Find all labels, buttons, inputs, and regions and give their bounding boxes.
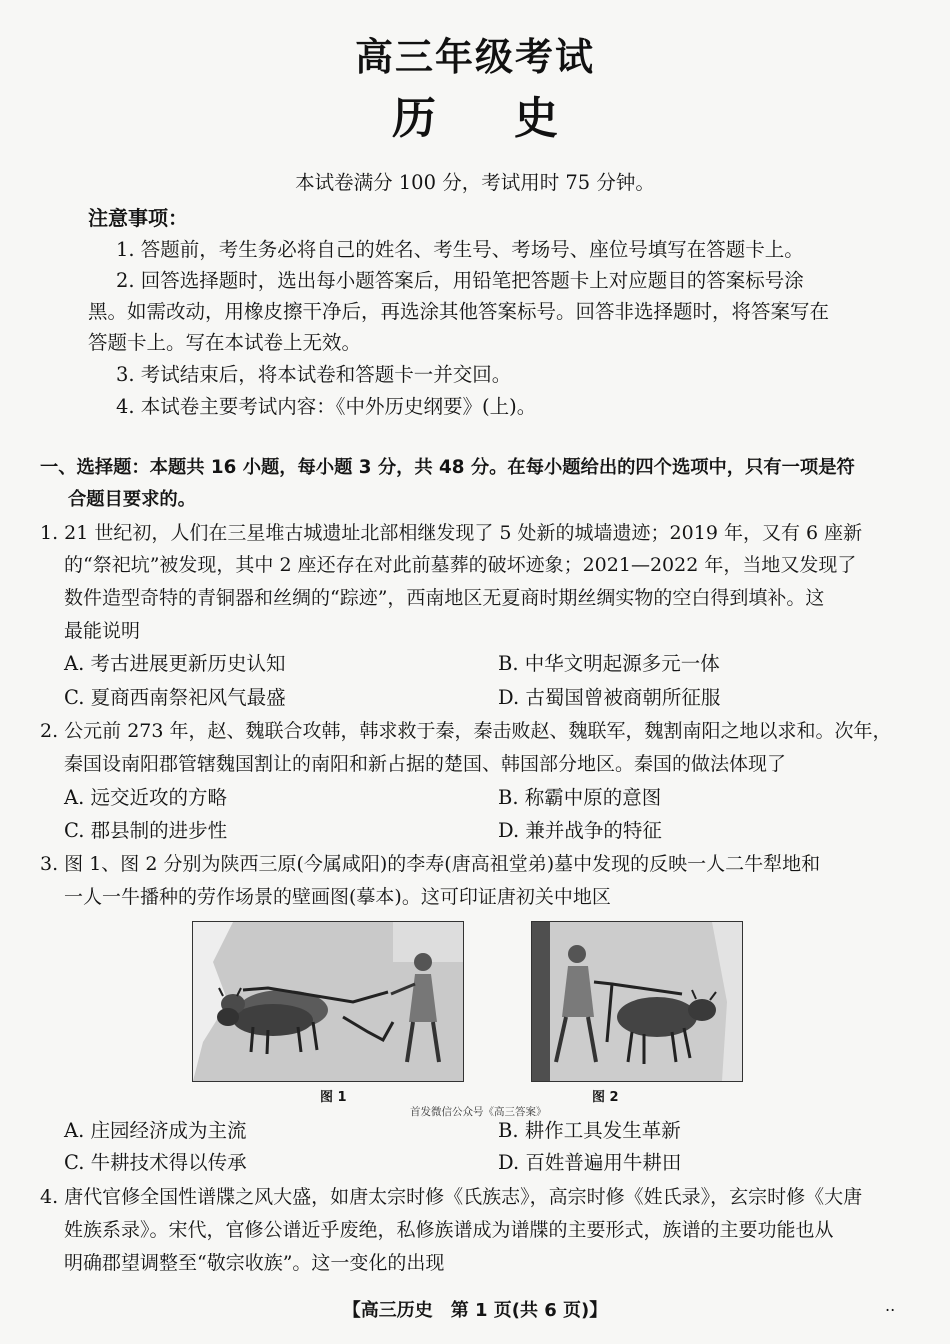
q1-stem: 1. 21 世纪初，人们在三星堆古城遗址北部相继发现了 5 处新的城墙遗迹；2019 年，又有 6 座新 [40, 522, 863, 544]
q2-option-b[interactable]: B. 称霸中原的意图 [498, 786, 662, 809]
q2-stem: 2. 公元前 273 年，赵、魏联合攻韩，韩求救于秦，秦击败赵、魏联军，魏割南阳之地以求和。次年， [40, 720, 892, 742]
figure-2-mural [531, 921, 743, 1082]
q3-stem: 一人一牛播种的劳作场景的壁画图(摹本)。这可印证唐初关中地区 [64, 886, 611, 908]
figure-2-illustration [532, 922, 742, 1081]
q1-stem: 的“祭祀坑”被发现，其中 2 座还存在对此前墓葬的破坏迹象；2021—2022 年，当地又发现了 [64, 554, 857, 576]
notice-line: 2. 回答选择题时，选出每小题答案后，用铅笔把答题卡上对应题目的答案标号涂 [116, 269, 804, 292]
subject-char-2: 史 [514, 93, 558, 144]
q2-option-c[interactable]: C. 郡县制的进步性 [64, 819, 228, 842]
q2-option-d[interactable]: D. 兼并战争的特征 [498, 819, 662, 842]
notice-line: 答题卡上。写在本试卷上无效。 [88, 331, 362, 354]
q3-option-b[interactable]: B. 耕作工具发生革新 [498, 1119, 681, 1142]
q3-stem: 3. 图 1、图 2 分别为陕西三原(今属咸阳)的李寿(唐高祖堂弟)墓中发现的反映一人二牛犁地和 [40, 853, 821, 875]
notice-line: 3. 考试结束后，将本试卷和答题卡一并交回。 [116, 363, 512, 386]
q2-stem: 秦国设南阳郡管辖魏国割让的南阳和新占据的楚国、韩国部分地区。秦国的做法体现了 [64, 753, 787, 775]
q1-option-b[interactable]: B. 中华文明起源多元一体 [498, 652, 720, 675]
q4-stem: 4. 唐代官修全国性谱牒之风大盛，如唐太宗时修《氏族志》，高宗时修《姓氏录》，玄宗时修《大唐 [40, 1186, 863, 1208]
q3-option-c[interactable]: C. 牛耕技术得以传承 [64, 1151, 247, 1174]
notice-heading: 注意事项： [88, 206, 188, 230]
exam-title: 高三年级考试 [354, 35, 595, 79]
notice-line: 黑。如需改动，用橡皮擦干净后，再选涂其他答案标号。回答非选择题时，将答案写在 [88, 300, 830, 323]
q4-stem: 明确郡望调整至“敬宗收族”。这一变化的出现 [64, 1252, 445, 1274]
subject-title [0, 82, 950, 146]
page-footer: 【高三历史 第 1 页(共 6 页)】 [342, 1300, 608, 1321]
q1-stem: 最能说明 [64, 620, 141, 642]
q4-stem: 姓族系录》。宋代，官修公谱近乎废绝，私修族谱成为谱牒的主要形式，族谱的主要功能也从 [64, 1219, 834, 1241]
subject-char-1: 历 [392, 93, 436, 144]
notice-line: 1. 答题前，考生务必将自己的姓名、考生号、考场号、座位号填写在答题卡上。 [116, 238, 804, 261]
q1-stem: 数件造型奇特的青铜器和丝绸的“踪迹”，西南地区无夏商时期丝绸实物的空白得到填补。这 [64, 587, 825, 609]
watermark-text: 首发微信公众号《高三答案》 [410, 1106, 547, 1118]
q3-option-a[interactable]: A. 庄园经济成为主流 [64, 1119, 247, 1142]
q1-option-d[interactable]: D. 古蜀国曾被商朝所征服 [498, 686, 721, 709]
notice-line: 4. 本试卷主要考试内容：《中外历史纲要》(上)。 [116, 395, 537, 418]
figure-1-caption: 图 1 [320, 1090, 347, 1105]
section-heading: 一、选择题：本题共 16 小题，每小题 3 分，共 48 分。在每小题给出的四个选项中，只有一项是符 [40, 457, 855, 478]
figure-2-caption: 图 2 [592, 1090, 619, 1105]
footer-mark: .. [885, 1296, 896, 1315]
figure-1-mural [192, 921, 464, 1082]
q3-option-d[interactable]: D. 百姓普遍用牛耕田 [498, 1151, 682, 1174]
q1-option-a[interactable]: A. 考古进展更新历史认知 [64, 652, 286, 675]
exam-info: 本试卷满分 100 分，考试用时 75 分钟。 [295, 171, 655, 194]
q1-option-c[interactable]: C. 夏商西南祭祀风气最盛 [64, 686, 286, 709]
q2-option-a[interactable]: A. 远交近攻的方略 [64, 786, 227, 809]
figure-1-illustration [193, 922, 463, 1081]
section-heading-cont: 合题目要求的。 [68, 489, 196, 510]
